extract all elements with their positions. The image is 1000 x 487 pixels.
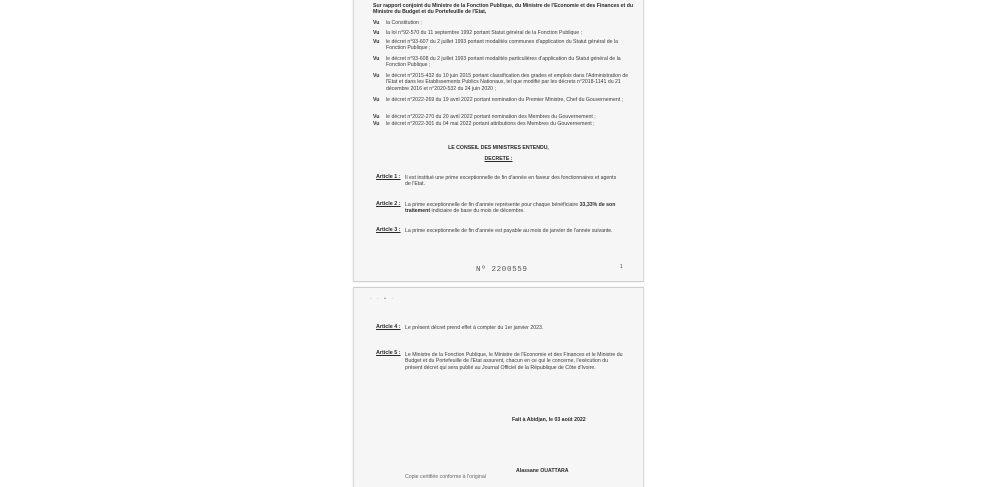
vu-text: le décret n°2022-270 du 20 avril 2022 portant nomination des Membres du Gouvernement ; [386,114,596,120]
article-1-text: Il est institué une prime exceptionnelle de fin d'année en faveur des fonctionnaires et agents de l'Etat. [405,175,617,188]
article-2-text-before: La prime exceptionnelle de fin d'année représente pour chaque bénéficiaire [405,202,580,208]
scan-marks: · · • · [370,296,395,302]
vu-text: le décret n°2015-432 du 10 juin 2015 portant classification des grades et emplois dans l'Administration de l'Etat et dans les Etablissements Publics Nationaux, tel que modifié par les décrets n°2018-1141 du 21 décembre 2016 et n°2020-532 du 24 juin 2020 ; [386,73,629,92]
article-5-label: Article 5 : [376,350,401,356]
vu-label: Vu [373,73,380,79]
article-1-label: Article 1 : [376,174,401,180]
vu-text: le décret n°2022-269 du 19 avril 2022 portant nomination du Premier Ministre, Chef du Gouvernement ; [386,97,624,103]
vu-label: Vu [373,97,380,103]
article-5-text: Le Ministre de la Fonction Publique, le Ministre de l'Economie et des Finances et le Ministre du Budget et du Portefeuille de l'Etat assurent, chacun en ce qui le concerne, l'exécution du présent décret qui sera publié au Journal Officiel de la République de Côte d'Ivoire. [405,352,623,371]
vu-label: Vu [373,114,380,120]
council-heard: LE CONSEIL DES MINISTRES ENTENDU, [448,145,549,151]
vu-text: la loi n°92-570 du 11 septembre 1992 portant Statut général de la Fonction Publique ; [386,30,583,36]
serial-number-stamp: Nº 2200559 [476,266,528,274]
vu-label: Vu [373,39,380,45]
signature-place-date: Fait à Abidjan, le 03 août 2022 [512,417,586,423]
vu-label: Vu [373,121,380,127]
vu-label: Vu [373,56,380,62]
certified-copy-note: Copie certifiée conforme à l'original [405,474,486,480]
decree-intro: Sur rapport conjoint du Ministre de la Fonction Publique, du Ministre de l'Economie et des Finances et du Ministre du Budget et du Portefeuille de l'Etat, [373,3,634,16]
article-4-text: Le présent décret prend effet à compter du 1er janvier 2023. [405,325,544,331]
document-page-2 [353,287,644,487]
vu-text: le décret n°2022-301 du 04 mai 2022 portant attributions des Membres du Gouvernement ; [386,121,595,127]
vu-text: le décret n°93-607 du 2 juillet 1993 portant modalités communes d'application du Statut général de la Fonction Publique ; [386,39,619,52]
article-3-text: La prime exceptionnelle de fin d'année est payable au mois de janvier de l'année suivante. [405,228,613,234]
vu-text: le décret n°93-608 du 2 juillet 1993 portant modalités particulières d'application du Statut général de la Fonction Publique ; [386,56,621,69]
article-2-label: Article 2 : [376,201,401,207]
vu-label: Vu [373,30,380,36]
document-page-1 [353,0,644,282]
article-2-text-bold: 33,33% de son traitement [405,202,616,215]
article-2-text [405,202,623,215]
article-3-label: Article 3 : [376,227,401,233]
vu-label: Vu [373,20,380,26]
vu-text: la Constitution ; [386,20,422,26]
decrete-heading: DECRETE : [484,156,513,162]
page-number: 1 [620,264,623,270]
article-2-text-after: indiciaire de base du mois de décembre. [430,208,525,215]
article-4-label: Article 4 : [376,324,401,330]
signatory-name: Alassane OUATTARA [516,468,569,474]
